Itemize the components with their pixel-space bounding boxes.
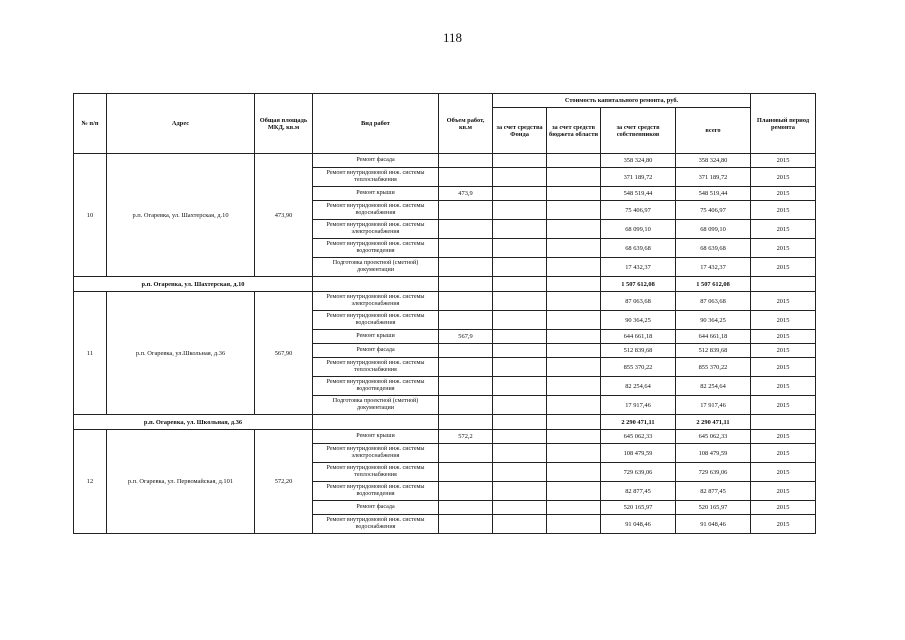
owners-cell: 91 048,46 xyxy=(601,515,676,534)
fund-cell xyxy=(493,377,547,396)
total-cell: 645 062,33 xyxy=(676,430,751,444)
volume-cell xyxy=(439,482,493,501)
fund-cell xyxy=(493,463,547,482)
work-type-cell: Ремонт внутридомовой инж. системы водоснабжения xyxy=(313,311,439,330)
regional-cell xyxy=(547,482,601,501)
owners-cell: 68 099,10 xyxy=(601,220,676,239)
work-type-cell: Ремонт внутридомовой инж. системы электроснабжения xyxy=(313,292,439,311)
volume-cell xyxy=(439,239,493,258)
regional-cell xyxy=(547,330,601,344)
work-type-cell: Ремонт внутридомовой инж. системы теплоснабжения xyxy=(313,358,439,377)
owners-cell: 68 639,68 xyxy=(601,239,676,258)
empty-cell xyxy=(493,277,547,292)
regional-cell xyxy=(547,187,601,201)
period-cell: 2015 xyxy=(751,515,816,534)
table-row xyxy=(74,430,816,444)
volume-cell xyxy=(439,311,493,330)
period-cell: 2015 xyxy=(751,201,816,220)
header-owners: за счет средств собственников xyxy=(601,108,676,154)
owners-cell: 82 877,45 xyxy=(601,482,676,501)
table-row xyxy=(74,154,816,168)
fund-cell xyxy=(493,444,547,463)
volume-cell xyxy=(439,377,493,396)
regional-cell xyxy=(547,258,601,277)
total-cell: 512 839,68 xyxy=(676,344,751,358)
total-cell: 520 165,97 xyxy=(676,501,751,515)
total-cell: 855 370,22 xyxy=(676,358,751,377)
total-cell: 75 406,97 xyxy=(676,201,751,220)
work-type-cell: Ремонт крыши xyxy=(313,330,439,344)
volume-cell xyxy=(439,201,493,220)
header-period: Плановый период ремонта xyxy=(751,94,816,154)
period-cell: 2015 xyxy=(751,396,816,415)
volume-cell xyxy=(439,501,493,515)
regional-cell xyxy=(547,344,601,358)
volume-cell xyxy=(439,154,493,168)
owners-cell: 87 063,68 xyxy=(601,292,676,311)
header-no: № п/п xyxy=(74,94,107,154)
volume-cell: 572,2 xyxy=(439,430,493,444)
period-cell: 2015 xyxy=(751,344,816,358)
header-regional: за счет средств бюджета области xyxy=(547,108,601,154)
owners-cell: 17 917,46 xyxy=(601,396,676,415)
empty-cell xyxy=(547,277,601,292)
owners-cell: 548 519,44 xyxy=(601,187,676,201)
fund-cell xyxy=(493,358,547,377)
fund-cell xyxy=(493,258,547,277)
period-cell: 2015 xyxy=(751,482,816,501)
fund-cell xyxy=(493,515,547,534)
owners-cell: 855 370,22 xyxy=(601,358,676,377)
fund-cell xyxy=(493,311,547,330)
volume-cell xyxy=(439,344,493,358)
total-cell: 90 364,25 xyxy=(676,311,751,330)
volume-cell xyxy=(439,515,493,534)
owners-cell: 371 189,72 xyxy=(601,168,676,187)
total-cell: 82 877,45 xyxy=(676,482,751,501)
area-cell: 572,20 xyxy=(255,430,313,534)
empty-cell xyxy=(751,277,816,292)
empty-cell xyxy=(439,277,493,292)
empty-cell xyxy=(313,415,439,430)
row-number: 12 xyxy=(74,430,107,534)
period-cell: 2015 xyxy=(751,330,816,344)
total-cell: 17 917,46 xyxy=(676,396,751,415)
empty-cell xyxy=(439,415,493,430)
total-cell: 108 479,59 xyxy=(676,444,751,463)
regional-cell xyxy=(547,168,601,187)
work-type-cell: Ремонт фасада xyxy=(313,344,439,358)
total-cell: 729 639,06 xyxy=(676,463,751,482)
work-type-cell: Ремонт внутридомовой инж. системы водоотведения xyxy=(313,482,439,501)
work-type-cell: Ремонт крыши xyxy=(313,430,439,444)
address-cell: р.п. Огаревка, ул. Первомайская, д.101 xyxy=(107,430,255,534)
work-type-cell: Ремонт внутридомовой инж. системы водоотведения xyxy=(313,239,439,258)
fund-cell xyxy=(493,430,547,444)
empty-cell xyxy=(313,277,439,292)
regional-cell xyxy=(547,444,601,463)
period-cell: 2015 xyxy=(751,377,816,396)
volume-cell xyxy=(439,220,493,239)
header-cost-group: Стоимость капитального ремонта, руб. xyxy=(493,94,751,108)
period-cell: 2015 xyxy=(751,311,816,330)
owners-cell: 17 432,37 xyxy=(601,258,676,277)
work-type-cell: Ремонт внутридомовой инж. системы водоотведения xyxy=(313,377,439,396)
header-area: Общая площадь МКД, кв.м xyxy=(255,94,313,154)
work-type-cell: Ремонт внутридомовой инж. системы электроснабжения xyxy=(313,444,439,463)
period-cell: 2015 xyxy=(751,239,816,258)
volume-cell xyxy=(439,258,493,277)
address-cell: р.п. Огаревка, ул. Шахтерская, д.10 xyxy=(107,154,255,277)
regional-cell xyxy=(547,239,601,258)
fund-cell xyxy=(493,292,547,311)
row-number: 11 xyxy=(74,292,107,415)
total-cell: 68 639,68 xyxy=(676,239,751,258)
subtotal-label: р.п. Огаревка, ул. Шахтерская, д.10 xyxy=(74,277,313,292)
owners-cell: 90 364,25 xyxy=(601,311,676,330)
table-row xyxy=(74,292,816,311)
period-cell: 2015 xyxy=(751,154,816,168)
period-cell: 2015 xyxy=(751,358,816,377)
empty-cell xyxy=(751,415,816,430)
header-volume: Объем работ, кв.м xyxy=(439,94,493,154)
regional-cell xyxy=(547,201,601,220)
subtotal-label: р.п. Огаревка, ул. Школьная, д.36 xyxy=(74,415,313,430)
empty-cell xyxy=(547,415,601,430)
work-type-cell: Ремонт внутридомовой инж. системы водоснабжения xyxy=(313,515,439,534)
work-type-cell: Ремонт фасада xyxy=(313,501,439,515)
row-number: 10 xyxy=(74,154,107,277)
work-type-cell: Ремонт крыши xyxy=(313,187,439,201)
total-cell: 91 048,46 xyxy=(676,515,751,534)
fund-cell xyxy=(493,501,547,515)
regional-cell xyxy=(547,154,601,168)
capital-repair-table xyxy=(73,93,816,534)
work-type-cell: Ремонт фасада xyxy=(313,154,439,168)
total-cell: 548 519,44 xyxy=(676,187,751,201)
regional-cell xyxy=(547,377,601,396)
subtotal-row xyxy=(74,277,816,292)
volume-cell: 473,9 xyxy=(439,187,493,201)
total-cell: 87 063,68 xyxy=(676,292,751,311)
period-cell: 2015 xyxy=(751,430,816,444)
regional-cell xyxy=(547,430,601,444)
page-number: 118 xyxy=(442,30,463,45)
owners-cell: 729 639,06 xyxy=(601,463,676,482)
work-type-cell: Подготовка проектной (сметной) документации xyxy=(313,258,439,277)
subtotal-owners: 2 290 471,11 xyxy=(601,415,676,430)
period-cell: 2015 xyxy=(751,501,816,515)
area-cell: 567,90 xyxy=(255,292,313,415)
subtotal-total: 2 290 471,11 xyxy=(676,415,751,430)
owners-cell: 358 324,80 xyxy=(601,154,676,168)
header-total: всего xyxy=(676,108,751,154)
header-fund: за счет средства Фонда xyxy=(493,108,547,154)
owners-cell: 108 479,59 xyxy=(601,444,676,463)
period-cell: 2015 xyxy=(751,292,816,311)
volume-cell: 567,9 xyxy=(439,330,493,344)
work-type-cell: Ремонт внутридомовой инж. системы водоснабжения xyxy=(313,201,439,220)
regional-cell xyxy=(547,396,601,415)
volume-cell xyxy=(439,396,493,415)
header-work-type: Вид работ xyxy=(313,94,439,154)
total-cell: 644 661,18 xyxy=(676,330,751,344)
fund-cell xyxy=(493,239,547,258)
fund-cell xyxy=(493,396,547,415)
fund-cell xyxy=(493,220,547,239)
fund-cell xyxy=(493,344,547,358)
owners-cell: 82 254,64 xyxy=(601,377,676,396)
period-cell: 2015 xyxy=(751,168,816,187)
work-type-cell: Ремонт внутридомовой инж. системы электроснабжения xyxy=(313,220,439,239)
period-cell: 2015 xyxy=(751,463,816,482)
total-cell: 358 324,80 xyxy=(676,154,751,168)
volume-cell xyxy=(439,444,493,463)
work-type-cell: Подготовка проектной (сметной) документации xyxy=(313,396,439,415)
regional-cell xyxy=(547,311,601,330)
subtotal-total: 1 507 612,08 xyxy=(676,277,751,292)
total-cell: 17 432,37 xyxy=(676,258,751,277)
regional-cell xyxy=(547,220,601,239)
regional-cell xyxy=(547,358,601,377)
period-cell: 2015 xyxy=(751,444,816,463)
volume-cell xyxy=(439,463,493,482)
owners-cell: 644 661,18 xyxy=(601,330,676,344)
fund-cell xyxy=(493,201,547,220)
period-cell: 2015 xyxy=(751,220,816,239)
work-type-cell: Ремонт внутридомовой инж. системы теплоснабжения xyxy=(313,168,439,187)
total-cell: 82 254,64 xyxy=(676,377,751,396)
header-address: Адрес xyxy=(107,94,255,154)
table-body xyxy=(74,154,816,534)
fund-cell xyxy=(493,482,547,501)
owners-cell: 512 839,68 xyxy=(601,344,676,358)
total-cell: 68 099,10 xyxy=(676,220,751,239)
regional-cell xyxy=(547,292,601,311)
empty-cell xyxy=(493,415,547,430)
fund-cell xyxy=(493,168,547,187)
regional-cell xyxy=(547,515,601,534)
period-cell: 2015 xyxy=(751,187,816,201)
area-cell: 473,90 xyxy=(255,154,313,277)
regional-cell xyxy=(547,501,601,515)
fund-cell xyxy=(493,154,547,168)
regional-cell xyxy=(547,463,601,482)
fund-cell xyxy=(493,187,547,201)
period-cell: 2015 xyxy=(751,258,816,277)
owners-cell: 645 062,33 xyxy=(601,430,676,444)
fund-cell xyxy=(493,330,547,344)
owners-cell: 75 406,97 xyxy=(601,201,676,220)
subtotal-row xyxy=(74,415,816,430)
volume-cell xyxy=(439,292,493,311)
volume-cell xyxy=(439,358,493,377)
address-cell: р.п. Огаревка, ул.Школьная, д.36 xyxy=(107,292,255,415)
subtotal-owners: 1 507 612,08 xyxy=(601,277,676,292)
owners-cell: 520 165,97 xyxy=(601,501,676,515)
total-cell: 371 189,72 xyxy=(676,168,751,187)
volume-cell xyxy=(439,168,493,187)
work-type-cell: Ремонт внутридомовой инж. системы теплоснабжения xyxy=(313,463,439,482)
